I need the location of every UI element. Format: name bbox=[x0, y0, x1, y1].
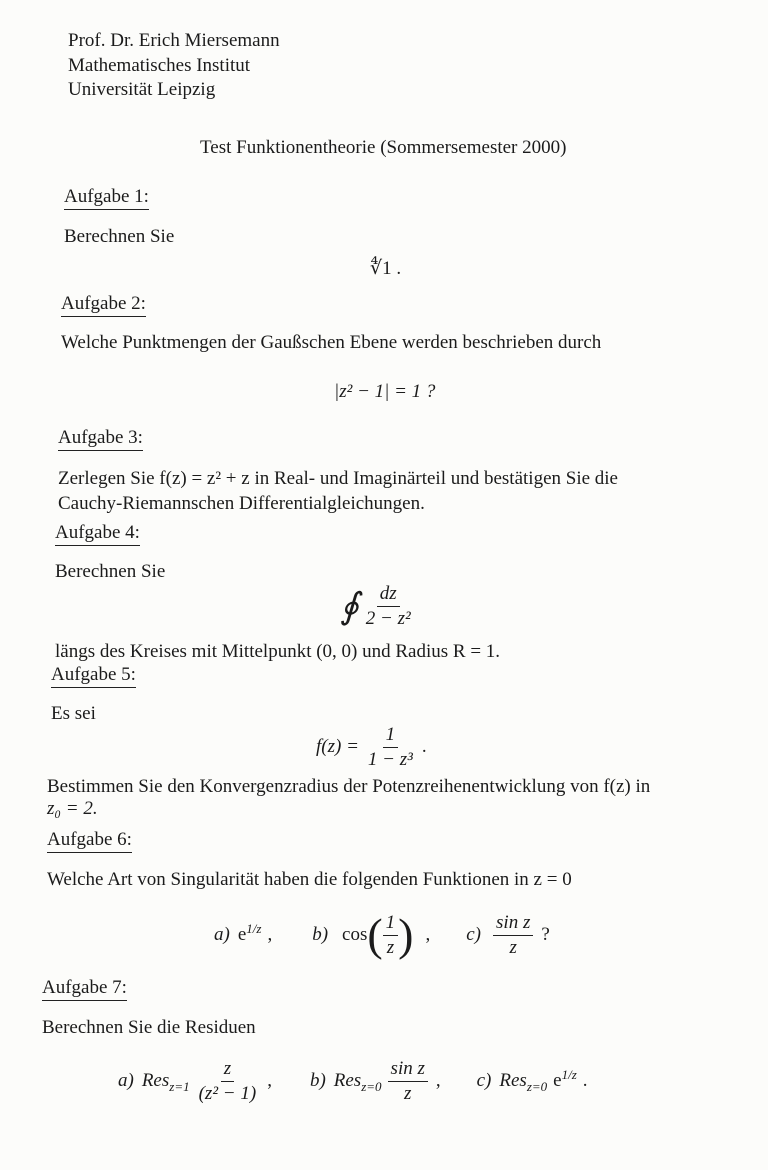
author-name: Prof. Dr. Erich Miersemann bbox=[68, 30, 280, 51]
task-7-a-label: a) bbox=[118, 1070, 134, 1092]
task-7-b-denominator: z bbox=[404, 1082, 412, 1104]
task-4-denominator: 2 − z² bbox=[365, 607, 411, 629]
task-1-formula: ∜1 . bbox=[370, 258, 402, 279]
task-7-a-denominator: (z² − 1) bbox=[198, 1082, 257, 1104]
task-4-numerator: dz bbox=[377, 583, 400, 607]
task-7-text: Berechnen Sie die Residuen bbox=[42, 1017, 256, 1038]
task-6-a-base: e bbox=[237, 924, 247, 946]
task-4-text: Berechnen Sie bbox=[55, 561, 166, 582]
task-5-numerator: 1 bbox=[383, 724, 399, 748]
task-7-b-res: Res bbox=[333, 1070, 362, 1092]
task-5-lhs: f(z) = bbox=[316, 736, 359, 758]
task-5-heading: Aufgabe 5: bbox=[51, 664, 136, 688]
task-2-heading: Aufgabe 2: bbox=[61, 293, 146, 317]
task-7-c-exp: 1/z bbox=[561, 1067, 577, 1083]
task-7-c-sub: z=0 bbox=[526, 1079, 548, 1095]
task-2-text: Welche Punktmengen der Gaußschen Ebene werden beschrieben durch bbox=[61, 332, 602, 353]
task-6-b-numerator: 1 bbox=[383, 912, 399, 936]
contour-integral-symbol: ∮ bbox=[340, 586, 359, 627]
task-6-text: Welche Art von Singularität haben die folgenden Funktionen in z = 0 bbox=[47, 869, 572, 890]
task-1-text: Berechnen Sie bbox=[64, 226, 175, 247]
task-7-b-numerator: sin z bbox=[388, 1058, 428, 1082]
task-3-text-line2: Cauchy-Riemannschen Differentialgleichungen. bbox=[58, 493, 425, 514]
task-7-heading: Aufgabe 7: bbox=[42, 977, 127, 1001]
task-3-text-line1: Zerlegen Sie f(z) = z² + z in Real- und Imaginärteil und bestätigen Sie die bbox=[58, 468, 618, 489]
task-7-c-label: c) bbox=[476, 1070, 492, 1092]
university-name: Universität Leipzig bbox=[68, 79, 216, 100]
institute-name: Mathematisches Institut bbox=[68, 55, 251, 76]
document-title: Test Funktionentheorie (Sommersemester 2000) bbox=[200, 137, 567, 158]
task-7-a-sub: z=1 bbox=[169, 1079, 190, 1095]
task-4-heading: Aufgabe 4: bbox=[55, 522, 140, 546]
task-5-after-line2: z₀ = 2. bbox=[47, 798, 98, 819]
task-6-c-numerator: sin z bbox=[493, 912, 533, 936]
task-6-b-denominator: z bbox=[386, 936, 395, 958]
task-4-formula bbox=[340, 583, 414, 630]
task-7-c-base: e bbox=[553, 1070, 562, 1092]
task-6-formulas: a) e $^{1/z}$ , b) cos ( $\frac{1}{z}$ ) , c) $\frac{\text{sin z}}{z}$ ? bbox=[214, 909, 550, 961]
task-5-denominator: 1 − z³ bbox=[367, 748, 413, 770]
task-6-heading: Aufgabe 6: bbox=[47, 829, 132, 853]
task-6-a-label: a) bbox=[214, 924, 230, 946]
task-6-c-label: c) bbox=[466, 924, 482, 946]
task-6-b-fn: cos bbox=[342, 924, 368, 946]
task-6-c-denominator: z bbox=[509, 936, 517, 958]
task-5-formula: f(z) = $\frac{1}{\text{1 − z³}}$ . bbox=[316, 724, 427, 770]
task-6-b-label: b) bbox=[312, 924, 329, 946]
task-7-c-res: Res bbox=[499, 1070, 527, 1092]
task-7-b-sub: z=0 bbox=[361, 1079, 382, 1095]
task-5-text: Es sei bbox=[51, 703, 96, 724]
task-7-a-res: Res bbox=[141, 1070, 170, 1092]
task-1-heading: Aufgabe 1: bbox=[64, 186, 149, 210]
task-4-after: längs des Kreises mit Mittelpunkt (0, 0) und Radius R = 1. bbox=[55, 641, 501, 662]
task-2-formula: |z² − 1| = 1 ? bbox=[334, 381, 436, 402]
task-7-a-numerator: z bbox=[221, 1058, 234, 1082]
task-6-a-exp: 1/z bbox=[246, 921, 262, 937]
task-5-after-line1: Bestimmen Sie den Konvergenzradius der Potenzreihenentwicklung von f(z) in bbox=[47, 776, 651, 797]
task-7-formulas: a) Res $_{z=1}$ $\frac{z}{\text{(z² − 1)}}$ , b) Res $_{z=0}$ $\frac{\text{sin z}}{z}$ , c) Res $_{z=0}$ e $^{1/z}$ . bbox=[118, 1058, 588, 1104]
task-7-b-label: b) bbox=[309, 1070, 326, 1092]
task-3-heading: Aufgabe 3: bbox=[58, 427, 143, 451]
